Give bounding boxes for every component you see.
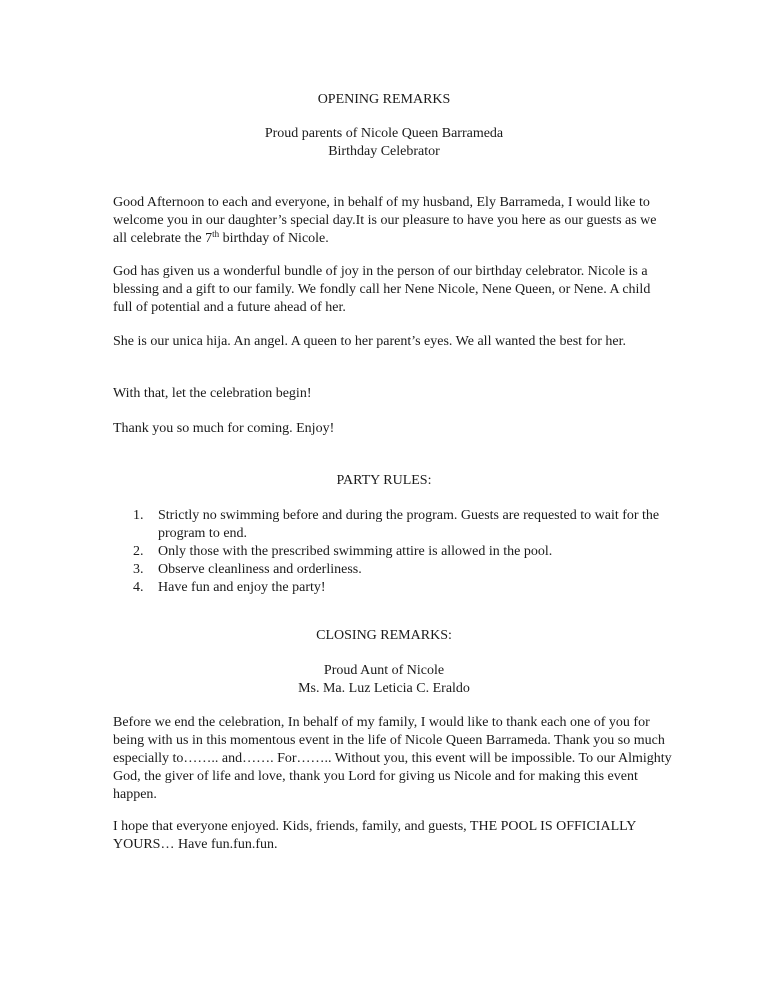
list-item — [113, 561, 673, 579]
list-item-number: 4. — [133, 580, 144, 595]
closing-paragraph-1: Before we end the celebration, In behalf of my family, I would like to thank each one of you for being with us in this momentous event in the life of Nicole Queen Barrameda. Thank you so much especially to…….. and……. For…….. Without you, this event will be impossible. To our Almighty God, the giver of life and love, thank you Lord for giving us Nicole and for making this event happen. — [113, 715, 672, 802]
opening-paragraph-1-end: birthday of Nicole. — [219, 231, 329, 246]
closing-speaker-line-2: Ms. Ma. Luz Leticia C. Eraldo — [298, 681, 470, 696]
list-item-text: Strictly no swimming before and during the program. Guests are requested to wait for the program to end. — [158, 508, 660, 541]
opening-paragraph-4: With that, let the celebration begin! — [113, 386, 312, 401]
list-item-number: 3. — [133, 562, 144, 577]
list-item-text: Have fun and enjoy the party! — [158, 580, 326, 595]
list-item-number: 2. — [133, 544, 144, 559]
list-item-text: Only those with the prescribed swimming attire is allowed in the pool. — [158, 544, 553, 559]
opening-remarks-heading: OPENING REMARKS — [317, 92, 451, 107]
list-item-number: 1. — [133, 508, 144, 523]
list-item — [113, 507, 673, 543]
opening-paragraph-1-text: Good Afternoon to each and everyone, in behalf of my husband, Ely Barrameda, I would like to welcome you in our daughter’s special day.It is our pleasure to have you here as our guests as we all celebrate the 7 — [113, 195, 657, 246]
opening-paragraph-5: Thank you so much for coming. Enjoy! — [113, 421, 335, 436]
party-rules-heading: PARTY RULES: — [336, 473, 432, 488]
opening-paragraph-2: God has given us a wonderful bundle of joy in the person of our birthday celebrator. Nicole is a blessing and a gift to our family. We fondly call her Nene Nicole, Nene Queen, or Nene. A child full of potential and a future ahead of her. — [113, 264, 651, 315]
ordinal-suffix: th — [212, 229, 220, 239]
opening-paragraph-3: She is our unica hija. An angel. A queen to her parent’s eyes. We all wanted the best for her. — [113, 334, 626, 349]
opening-speaker-line-1: Proud parents of Nicole Queen Barrameda — [264, 126, 504, 141]
closing-speaker-line-1: Proud Aunt of Nicole — [323, 663, 445, 678]
list-item — [113, 543, 673, 561]
closing-paragraph-2: I hope that everyone enjoyed. Kids, friends, family, and guests, THE POOL IS OFFICIALLY YOURS… Have fun.fun.fun. — [113, 819, 636, 852]
list-item — [113, 579, 673, 597]
opening-speaker-line-2: Birthday Celebrator — [328, 144, 440, 159]
opening-paragraph-1 — [113, 194, 673, 248]
party-rules-list — [113, 507, 673, 597]
list-item-text: Observe cleanliness and orderliness. — [158, 562, 362, 577]
closing-remarks-heading: CLOSING REMARKS: — [316, 628, 452, 643]
